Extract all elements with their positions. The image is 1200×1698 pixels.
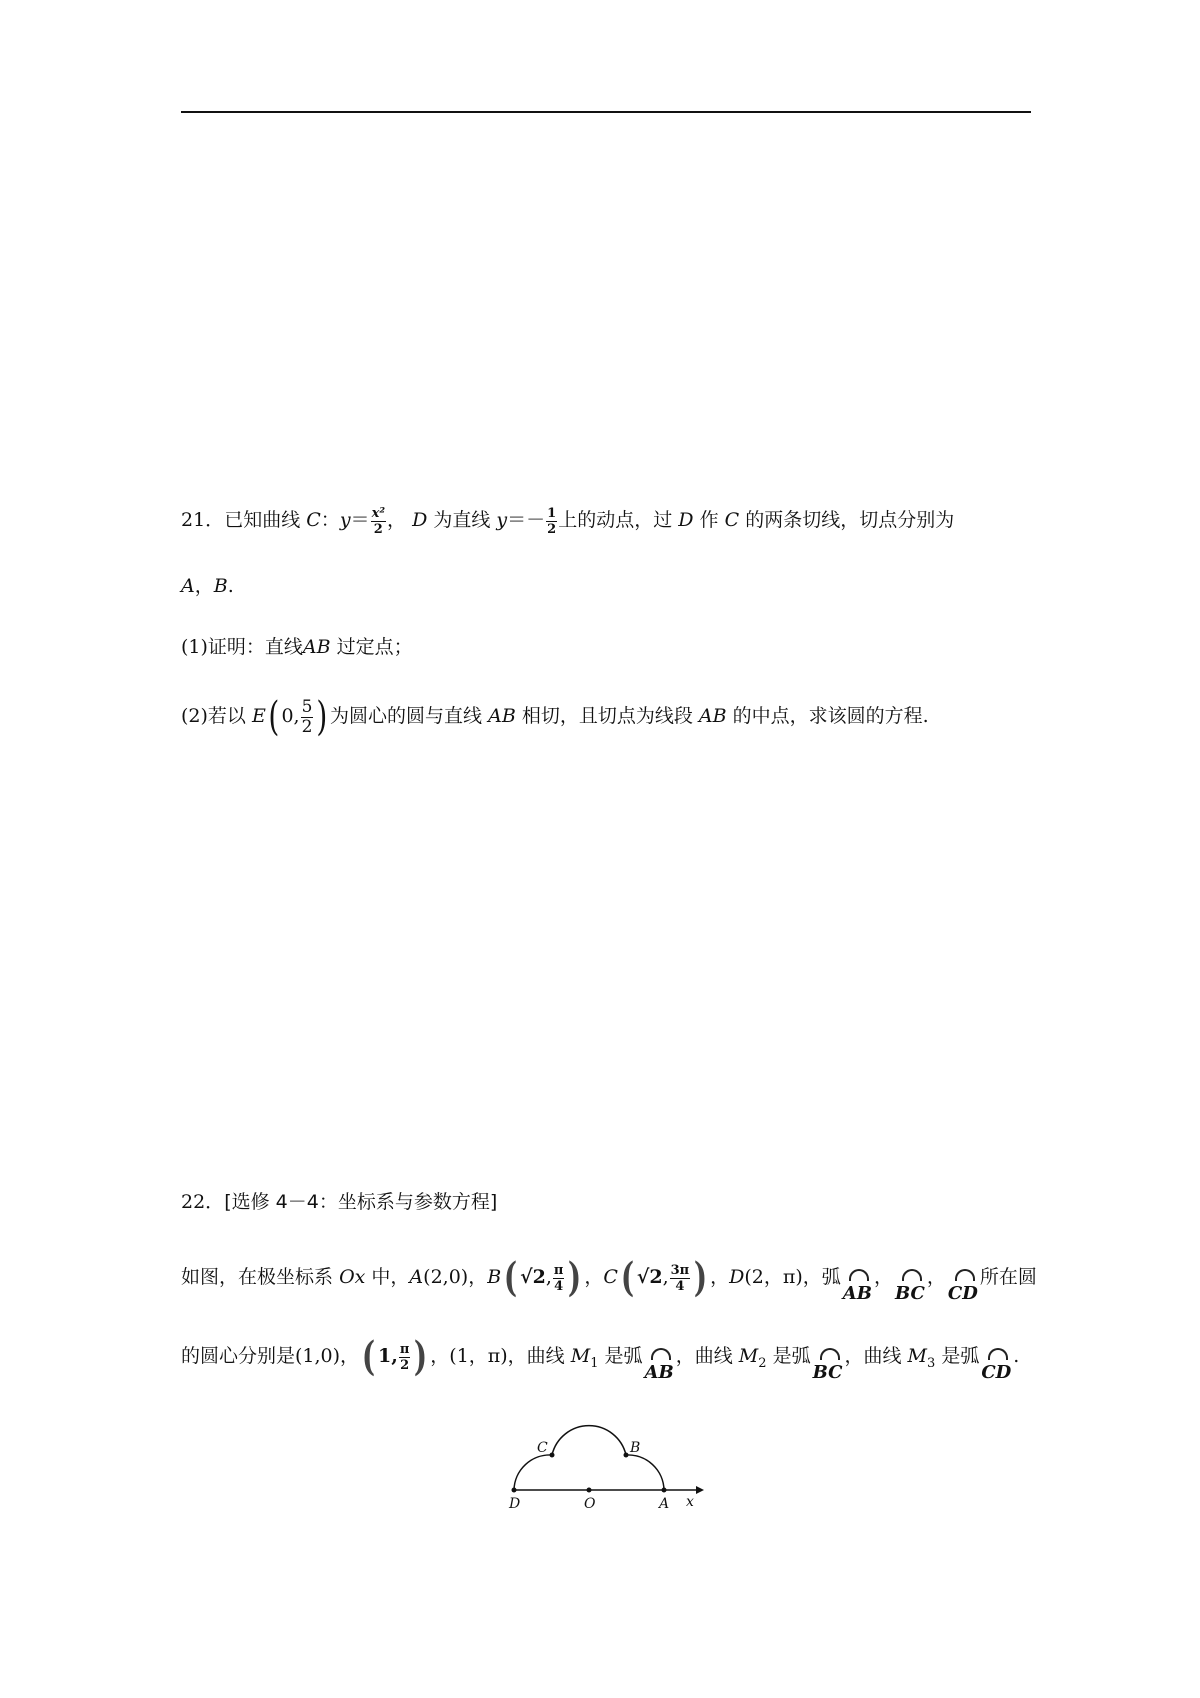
point-A [662, 1488, 667, 1493]
q22-line1: 如图，在极坐标系 Ox 中，A(2,0)，B( √2, $\frac{\pi}{4}$ ) ，C( √2, $\frac{3\pi}{4}$ ) ，D(2，π)，弧AB，BC，CD所在圆 [181, 1254, 1037, 1304]
label-D: D [509, 1496, 521, 1512]
q21-line2: A，B. [181, 575, 234, 597]
fraction-5-over-2: $\frac{5}{2}$ [301, 696, 313, 737]
arc-CD: CD [981, 1348, 1011, 1383]
label-C: C [537, 1440, 548, 1456]
label-A: A [659, 1496, 670, 1512]
axis-arrow [696, 1486, 704, 1494]
arc-BC-curve [552, 1426, 626, 1455]
point-O [587, 1488, 592, 1493]
q21-part1: (1)证明：直线AB 过定点； [181, 636, 413, 658]
arc-CD: CD [948, 1269, 978, 1304]
fraction-pi-over-4: $\frac{\pi}{4}$ [553, 1262, 564, 1294]
arc-CD-curve [514, 1455, 552, 1490]
arc-AB: AB [645, 1348, 674, 1383]
fraction-1-over-2: $\frac{1}{2}$ [547, 505, 557, 537]
q21-part2: (2)若以 E( 0, $\frac{5}{2}$ ) 为圆心的圆与直线 AB 相切，且切点为线段 AB 的中点，求该圆的方程. [181, 694, 929, 740]
fraction-x2-over-2: $\frac{\text{x²}}{2}$ [371, 505, 386, 537]
polar-arcs-figure [500, 1410, 710, 1520]
sqrt-2: √2 [520, 1266, 546, 1288]
fraction-3pi-over-4: $\frac{3\pi}{4}$ [670, 1262, 690, 1294]
q22-title: 22．[选修 4－4：坐标系与参数方程] [181, 1191, 498, 1213]
label-O: O [584, 1496, 596, 1512]
point-D [512, 1488, 517, 1493]
arc-BC: BC [813, 1348, 843, 1383]
point-B [624, 1453, 629, 1458]
header-rule [181, 111, 1031, 113]
sqrt-2: √2 [636, 1266, 663, 1288]
q22-line2: 的圆心分别是(1,0)，( 1, $\frac{\pi}{2}$ ) ，(1，π)，曲线 $M_1$ 是弧AB，曲线 $M_2$ 是弧BC，曲线 $M_3$ 是弧CD. [181, 1333, 1020, 1383]
arc-BC: BC [895, 1269, 925, 1304]
label-x: x [686, 1494, 694, 1510]
q21-line1: 21．已知曲线 C：y＝ $\frac{\text{x²}}{2}$ ， D 为直线 y＝－ $\frac{1}{2}$ 上的动点，过 D 作 C 的两条切线，切点分别为 [181, 505, 955, 537]
point-C [550, 1453, 555, 1458]
arc-AB: AB [843, 1269, 872, 1304]
arc-AB-curve [626, 1455, 664, 1490]
label-B: B [630, 1440, 641, 1456]
fraction-pi-over-2: $\frac{\pi}{2}$ [399, 1341, 410, 1373]
